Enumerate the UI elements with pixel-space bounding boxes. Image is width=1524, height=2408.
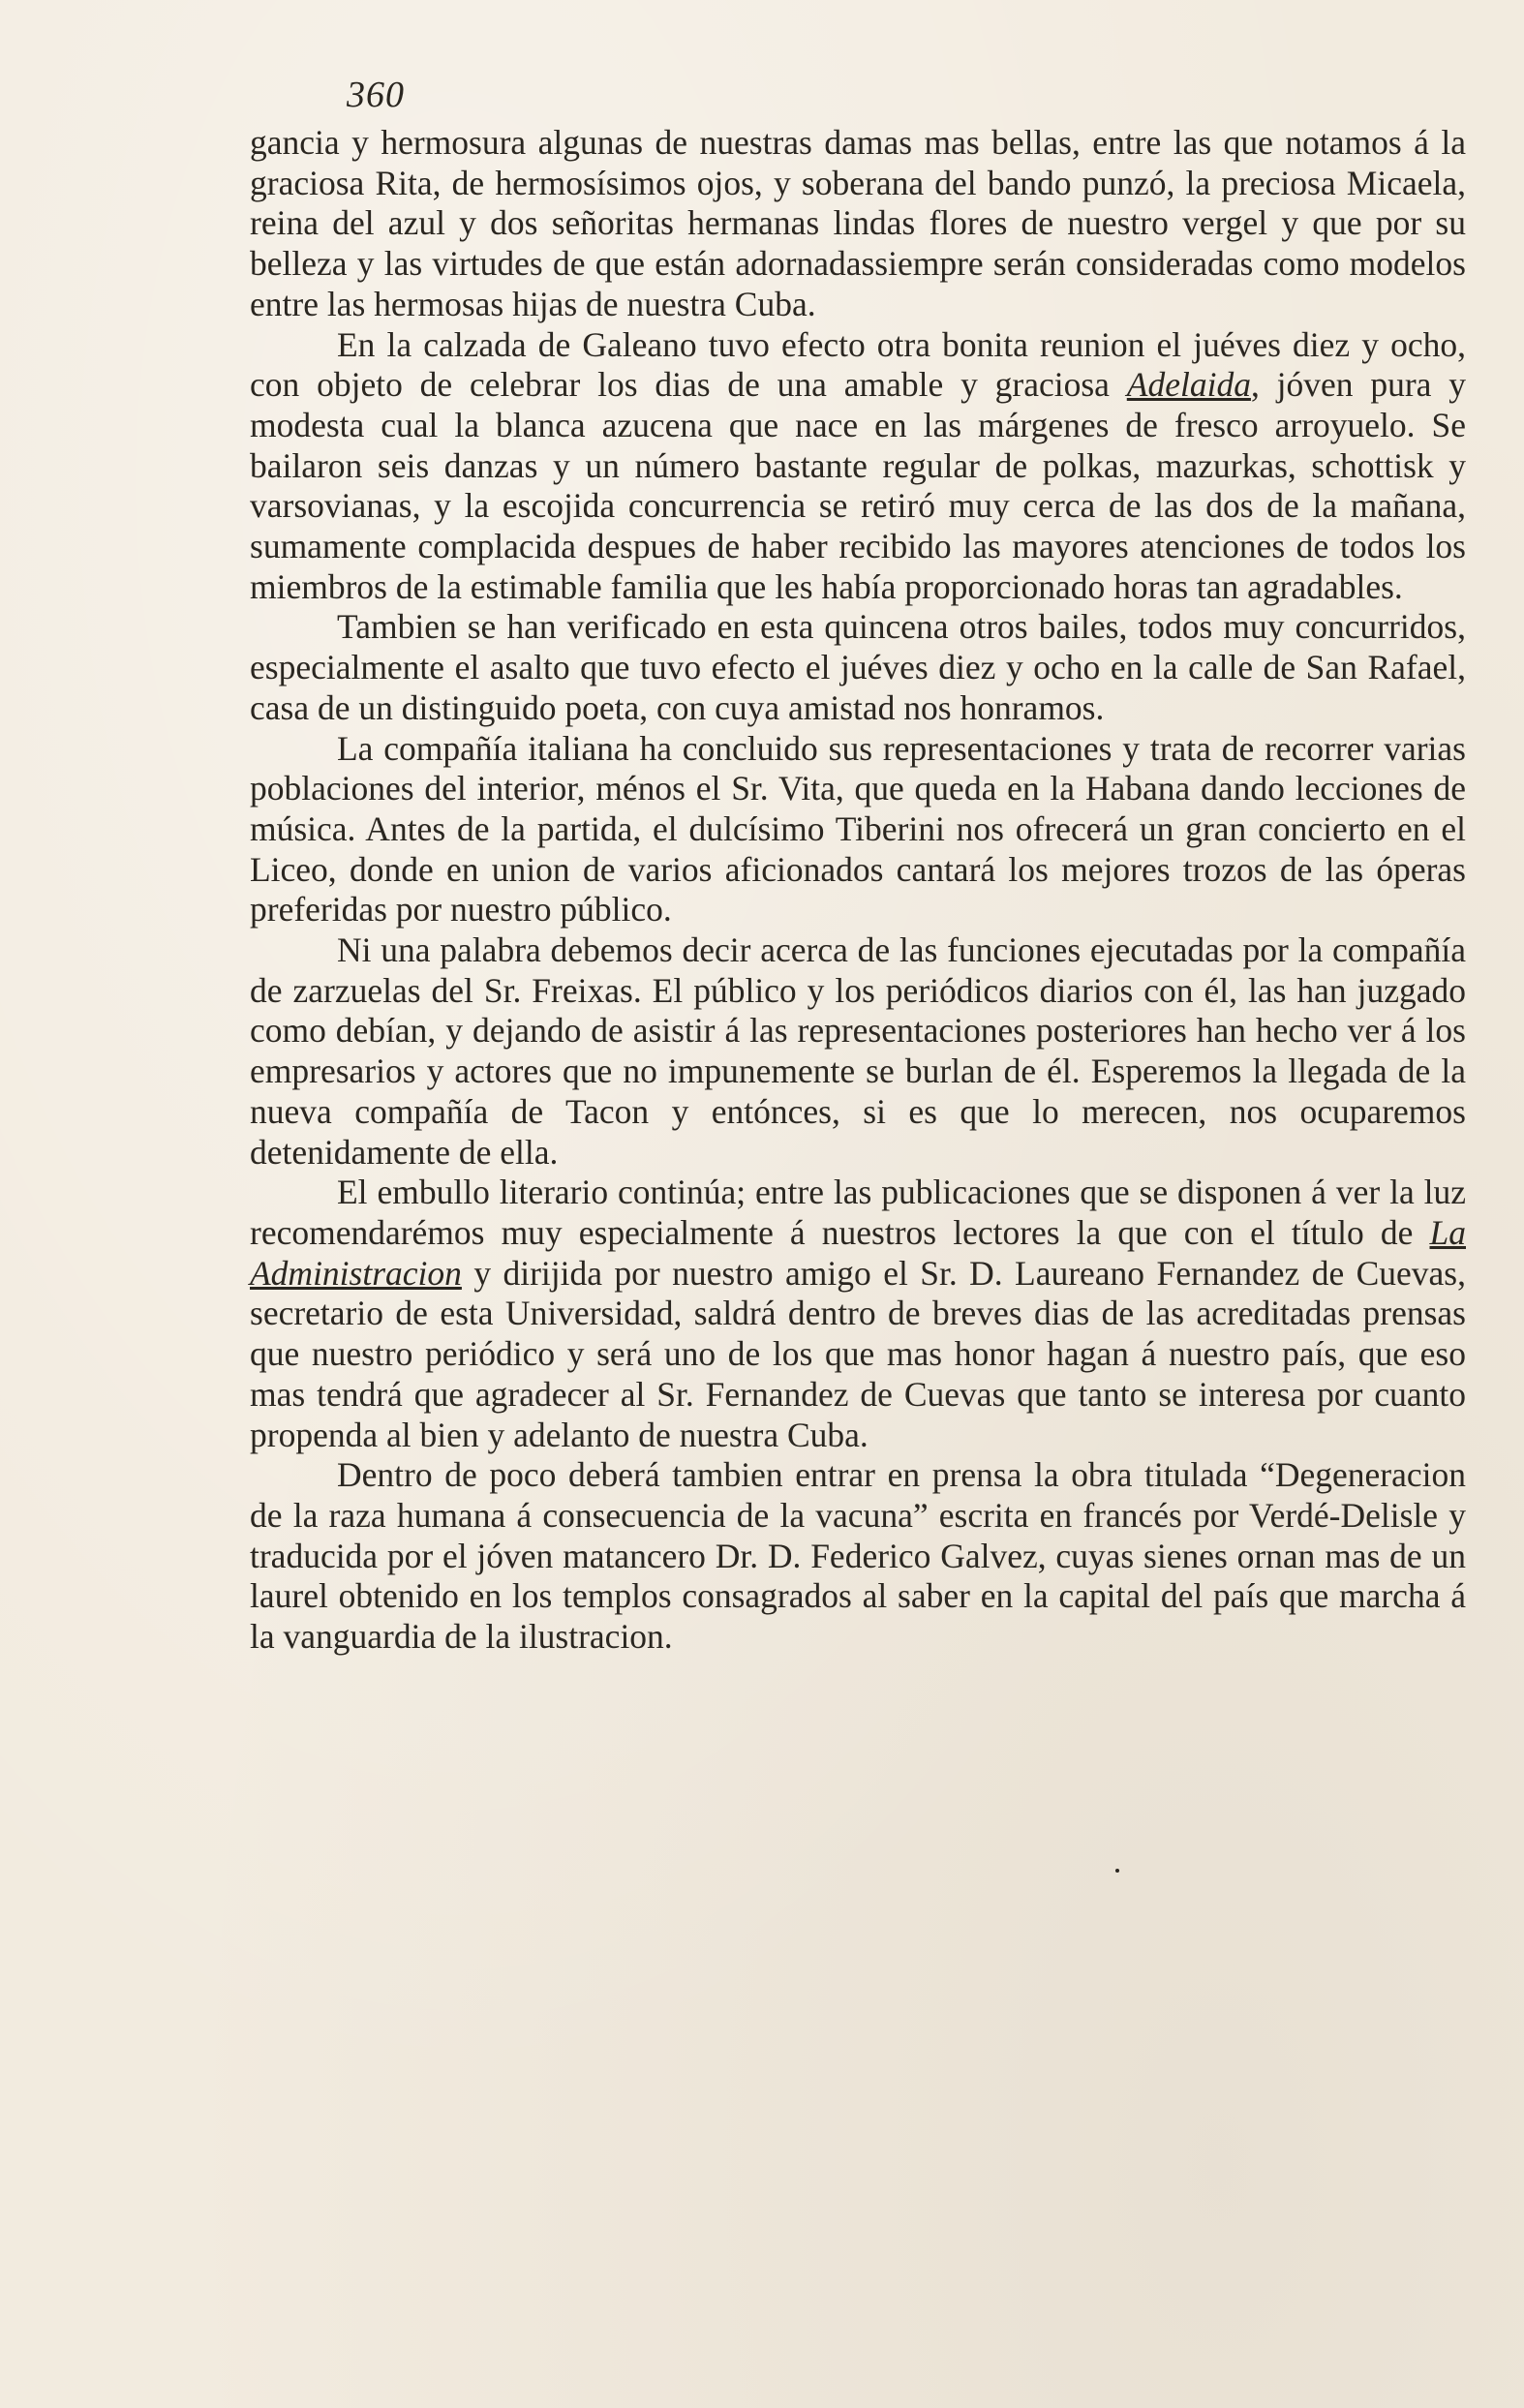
paragraph [250, 930, 1466, 1173]
paragraph-text: En la calzada de Galeano tuvo efecto otra bonita reunion el juéves diez y ocho, con objeto de celebrar los dias de una amable y graciosa [250, 324, 1466, 405]
paragraph-text: y dirijida por nuestro amigo el Sr. D. Laureano Fernandez de Cuevas, secretario de esta Universidad, saldrá dentro de breves dias de las acreditadas prensas que nuestro periódico y será uno de los que mas honor hagan á nuestro país, que eso mas tendrá que agradecer al Sr. Fernandez de Cuevas que tanto se interesa por cuanto propenda al bien y adelanto de nuestra Cuba. [250, 1253, 1466, 1454]
page-number: 360 [347, 75, 405, 115]
paragraph-text: Tambien se han verificado en esta quincena otros bailes, todos muy concurridos, especialmente el asalto que tuvo efecto el juéves diez y ocho en la calle de San Rafael, casa de un distinguido poeta, con cuya amistad nos honramos. [250, 607, 1466, 727]
paragraph [250, 325, 1466, 608]
paragraph [250, 1455, 1466, 1658]
paragraph-text: , jóven pura y modesta cual la blanca azucena que nace en las márgenes de fresco arroyuelo. Se bailaron seis danzas y un número bastante regular de polkas, mazurkas, schottisk y varsovianas, y la escojida concurrencia se retiró muy cerca de las dos de la mañana, sumamente complacida despues de haber recibido las mayores atenciones de todos los miembros de la estimable familia que les había proporcionado horas tan agradables. [250, 365, 1467, 606]
paragraph [250, 729, 1466, 931]
paragraph-text: Dentro de poco deberá tambien entrar en prensa la obra titulada “Degeneracion de la raza humana á consecuencia de la vacuna” escrita en francés por Verdé-Delisle y traducida por el jóven matancero Dr. D. Federico Galvez, cuyas sienes ornan mas de un laurel obtenido en los templos consagrados al saber en la capital del país que marcha á la vanguardia de la ilustracion. [250, 1455, 1466, 1657]
paragraph [250, 607, 1466, 728]
paragraph [250, 1173, 1466, 1455]
paragraph-text: gancia y hermosura algunas de nuestras damas mas bellas, entre las que notamos á la graciosa Rita, de hermosísimos ojos, y soberana del bando punzó, la preciosa Micaela, reina del azul y dos señoritas hermanas lindas flores de nuestro vergel y que por su belleza y las virtudes de que están adornadassiempre serán consideradas como modelos entre las hermosas hijas de nuestra Cuba. [250, 123, 1466, 323]
ink-speck [1115, 1869, 1119, 1873]
italic-title: La Administracion [250, 1212, 1466, 1293]
paragraph-text: La compañía italiana ha concluido sus representaciones y trata de recorrer varias poblaciones del interior, ménos el Sr. Vita, que queda en la Habana dando lecciones de música. Antes de la partida, el dulcísimo Tiberini nos ofrecerá un gran concierto en el Liceo, donde en union de varios aficionados cantará los mejores trozos de las óperas preferidas por nuestro público. [250, 728, 1466, 930]
paragraph-text: Ni una palabra debemos decir acerca de las funciones ejecutadas por la compañía de zarzuelas del Sr. Freixas. El público y los periódicos diarios con él, las han juzgado como debían, y dejando de asistir á las representaciones posteriores han hecho ver á los empresarios y actores que no impunemente se burlan de él. Esperemos la llegada de la nueva compañía de Tacon y entónces, si es que lo merecen, nos ocuparemos detenidamente de ella. [250, 930, 1466, 1172]
text-column [250, 123, 1466, 1658]
paragraph [250, 123, 1466, 325]
italic-title: Adelaida [1126, 365, 1251, 405]
paragraph-text: El embullo literario continúa; entre las publicaciones que se disponen á ver la luz recomendarémos muy especialmente á nuestros lectores la que con el título de [250, 1173, 1466, 1252]
